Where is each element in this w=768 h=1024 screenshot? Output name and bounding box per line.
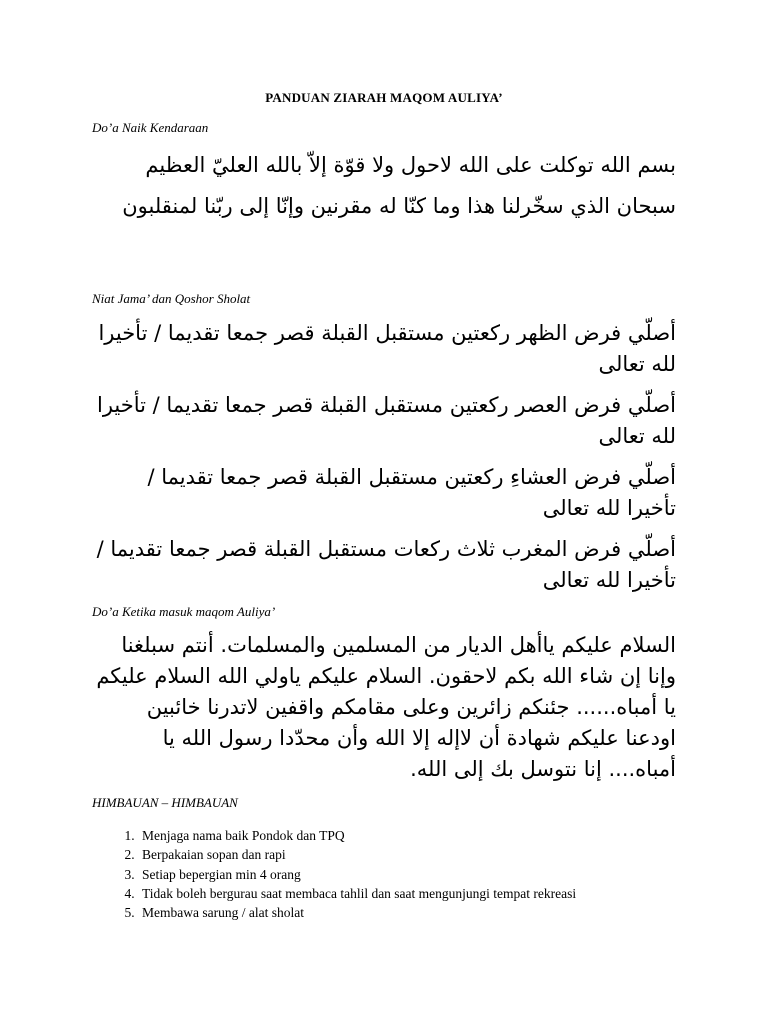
page-title: PANDUAN ZIARAH MAQOM AULIYA’ xyxy=(265,90,503,105)
section-label-doa-naik-kendaraan: Do’a Naik Kendaraan xyxy=(92,120,209,135)
list-item: 2. Berpakaian sopan dan rapi xyxy=(138,845,738,864)
arabic-paragraph: سبحان الذي سخّرلنا هذا وما كنّا له مقرنين وإنّا إلى ربّنا لمنقلبون xyxy=(122,194,676,218)
arabic-paragraph: بسم الله توكلت على الله لاحول ولا قوّة إلاّ بالله العليّ العظيم xyxy=(145,153,676,177)
arabic-paragraph: السلام عليكم ياأهل الديار من المسلمين والمسلمات. أنتم سبلغنا وإنا إن شاء الله بكم لاحقون. السلام عليكم ياولي الله السلام عليكم يا أمباه...... جئنكم زائرين وعلى مقامكم واقفين لاتدرنا خائبين اودعنا عليكم شهادة أن لاإله إلا الله وأن محدّدا رسول الله يا أمباه.... إنا نتوسل بك إلى الله. xyxy=(96,633,676,781)
list-item: 1. Menjaga nama baik Pondok dan TPQ xyxy=(138,826,738,845)
list-item: 5. Membawa sarung / alat sholat xyxy=(138,903,738,922)
arabic-paragraph: أصلّي فرض العشاءِ ركعتين مستقبل القبلة قصر جمعا تقديما / تأخيرا لله تعالى xyxy=(147,465,676,520)
section-label-niat-jama-qoshor: Niat Jama’ dan Qoshor Sholat xyxy=(92,291,251,306)
arabic-block-niat-sholat xyxy=(92,318,676,596)
himbauan-list xyxy=(92,826,738,922)
list-item: 3. Setiap bepergian min 4 orang xyxy=(138,865,738,884)
arabic-paragraph: أصلّي فرض المغرب ثلاث ركعات مستقبل القبلة قصر جمعا تقديما / تأخيرا لله تعالى xyxy=(96,537,676,592)
section-label-doa-masuk-maqom: Do’a Ketika masuk maqom Auliya’ xyxy=(92,604,276,619)
arabic-paragraph: أصلّي فرض العصر ركعتين مستقبل القبلة قصر جمعا تقديما / تأخيرا لله تعالى xyxy=(97,393,676,448)
arabic-paragraph: أصلّي فرض الظهر ركعتين مستقبل القبلة قصر جمعا تقديما / تأخيرا لله تعالى xyxy=(98,321,676,376)
list-item: 4. Tidak boleh bergurau saat membaca tahlil dan saat mengunjungi tempat rekreasi xyxy=(138,884,738,903)
arabic-block-doa-kendaraan xyxy=(92,150,676,222)
section-label-himbauan: HIMBAUAN – HIMBAUAN xyxy=(92,795,238,810)
arabic-block-doa-maqom xyxy=(92,630,676,785)
